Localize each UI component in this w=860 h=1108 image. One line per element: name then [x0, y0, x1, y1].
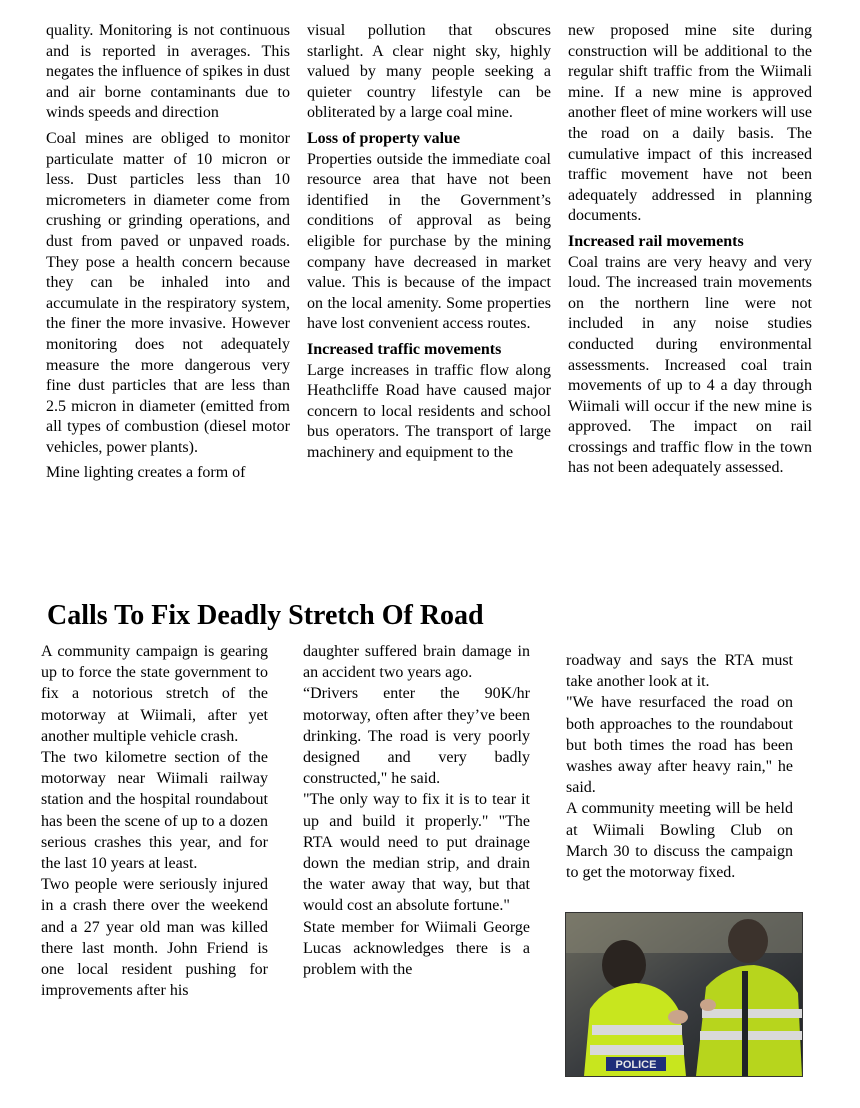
paragraph: Coal mines are obliged to monitor particulate matter of 10 micron or less. Dust particles less than 10 micrometers in diameter come from crushing or grinding operations, and dust from paved or unpaved roads. They pose a health concern because they can be inhaled into and accumulate in the respiratory system, the finer the more invasive. However monitoring does not adequately measure the more dangerous very fine dust particles that are less than 2.5 micron in diameter (emitted from all types of combustion (diesel motor vehicles, power plants).: [46, 129, 290, 456]
paragraph: Coal trains are very heavy and very loud. The increased train movements on the northern line were not included in any noise studies conducted during environmental assessments. Increased coal train movements of up to 4 a day through Wiimali will occur if the new mine is approved. The impact on rail crossings and traffic flow in the town has not been adequately assessed.: [568, 253, 812, 477]
road-article-column-2: [303, 641, 530, 980]
section-heading-rail: Increased rail movements: [568, 232, 744, 250]
paragraph: "We have resurfaced the road on both approaches to the roundabout but both times the road has been washes away after heavy rain," he said.: [566, 694, 793, 797]
road-article-column-1: [41, 641, 268, 1001]
paragraph: A community meeting will be held at Wiimali Bowling Club on March 30 to discuss the campaign to get the motorway fixed.: [566, 800, 793, 882]
road-article-column-3: [566, 650, 793, 883]
paragraph: The two kilometre section of the motorway near Wiimali railway station and the hospital roundabout has been the scene of up to a dozen serious crashes this year, and for the last 10 years at least.: [41, 749, 268, 873]
paragraph: quality. Monitoring is not continuous and is reported in averages. This negates the influence of spikes in dust and air borne contaminants due to winds speeds and direction: [46, 22, 290, 122]
paragraph: Two people were seriously injured in a crash there over the weekend and a 27 year old man was killed there last month. John Friend is one local resident pushing for improvements after his: [41, 876, 268, 1000]
article-column-3: [568, 21, 812, 484]
section-heading-property-value: Loss of property value: [307, 129, 461, 147]
paragraph: Properties outside the immediate coal resource area that have not been identified in the Government’s conditions of approval as being eligible for purchase by the mining company have decreased in market value. This is because of the impact on the local amenity. Some properties have lost convenient access routes.: [307, 150, 551, 333]
paragraph: daughter suffered brain damage in an accident two years ago.: [303, 643, 530, 682]
paragraph: roadway and says the RTA must take another look at it.: [566, 652, 793, 691]
police-officers-photo: [565, 912, 803, 1077]
paragraph: new proposed mine site during construction will be additional to the regular shift traffic from the Wiimali mine. If a new mine is approved another fleet of mine workers will use the road on a daily basis. The cumulative impact of this increased traffic movement have not been adequately addressed in planning documents.: [568, 22, 812, 225]
article-column-2: [307, 21, 551, 468]
paragraph: A community campaign is gearing up to force the state government to fix a notorious stretch of the motorway at Wiimali, after yet another multiple vehicle crash.: [41, 643, 268, 745]
paragraph: Mine lighting creates a form of: [46, 464, 246, 482]
paragraph: Large increases in traffic flow along Heathcliffe Road have caused major concern to local residents and school bus operators. The transport of large machinery and equipment to the: [307, 361, 551, 461]
vest-text: POLICE: [615, 1059, 657, 1071]
paragraph: "The only way to fix it is to tear it up and build it properly." "The RTA would need to put drainage down the median strip, and drain the water away that way, but that would cost an absolute fortune.": [303, 791, 530, 915]
paragraph: State member for Wiimali George Lucas acknowledges there is a problem with the: [303, 918, 530, 979]
section-heading-traffic: Increased traffic movements: [307, 340, 502, 358]
police-officers-icon: [566, 913, 802, 1076]
paragraph: “Drivers enter the 90K/hr motorway, often after they’ve been drinking. The road is very poorly designed and very badly constructed," he said.: [303, 685, 530, 788]
article-headline: Calls To Fix Deadly Stretch Of Road: [47, 600, 484, 631]
article-column-1: [46, 21, 290, 489]
paragraph: visual pollution that obscures starlight. A clear night sky, highly valued by many people seeking a quieter country lifestyle can be obliterated by a large coal mine.: [307, 22, 551, 122]
